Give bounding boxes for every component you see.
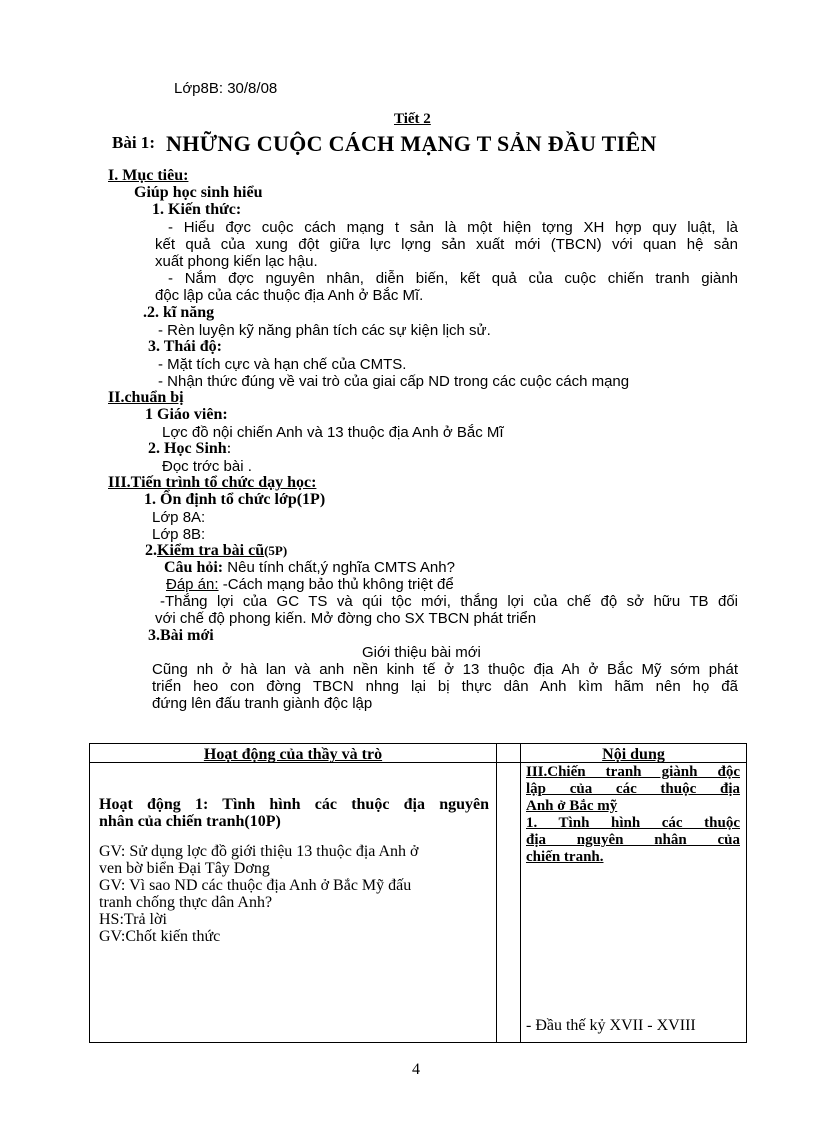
teacher-label: Giáo viên:: [157, 406, 228, 423]
lesson-number: [112, 133, 155, 153]
content-heading-line2: lập của các thuộc địa: [526, 781, 740, 797]
lesson-label: Bài 1: [112, 133, 150, 152]
attitude-line2: - Nhận thức đúng về vai trò của giai cấp ND trong các cuộc cách mạng: [158, 373, 630, 390]
check-time: (5P): [264, 543, 288, 558]
teacher-number: 1: [145, 406, 153, 423]
check-label: Kiểm tra bài cũ: [157, 542, 265, 559]
attitude-line1: - Mặt tích cực và hạn chế của CMTS.: [158, 356, 407, 373]
gv3-line: GV:Chốt kiến thức: [99, 928, 221, 945]
answer-label: Đáp án:: [166, 576, 219, 593]
knowledge-p1-line1: - Hiểu đợc cuộc cách mạng t sản là một hiện tợng XH hợp quy luật, là: [168, 219, 738, 236]
table-border-bottom: [89, 1042, 747, 1043]
knowledge-heading: 1. Kiến thức:: [152, 201, 242, 218]
class-date: Lớp8B: 30/8/08: [174, 80, 278, 97]
teacher-heading: [145, 406, 228, 424]
check-answer: [166, 576, 454, 593]
question-label: Câu hỏi:: [164, 559, 224, 576]
content-heading-line3: Anh ở Bắc mỹ: [526, 798, 618, 814]
hs-line: HS:Trả lời: [99, 911, 167, 928]
period-label: Tiết 2: [394, 111, 431, 127]
knowledge-p2-line1: - Nắm đợc nguyên nhân, diễn biến, kết quả của cuộc chiến tranh giành: [168, 270, 738, 287]
new-lesson-line2: triển heo con đờng TBCN nhng lại bị thực dân Anh kìm hãm nên họ đã: [152, 678, 738, 695]
check-heading: [145, 542, 287, 560]
content-note: - Đầu thế kỷ XVII - XVIII: [526, 1017, 696, 1034]
attitude-heading: 3. Thái độ:: [148, 338, 222, 355]
section3-heading: III.Tiến trình tổ chức dạy học:: [108, 474, 317, 491]
section1-heading: I. Mục tiêu:: [108, 167, 189, 184]
answer-text: -Cách mạng bảo thủ không triệt để: [218, 576, 454, 593]
skills-line1: - Rèn luyện kỹ năng phân tích các sự kiện lịch sử.: [158, 322, 491, 339]
knowledge-p1-line2: kết quả của xung đột giữa lực lợng sản xuất mới (TBCN) với quan hệ sản: [155, 236, 738, 253]
check-number: 2.: [145, 542, 157, 559]
student-label: 2. Học Sinh: [148, 440, 227, 457]
content-heading-line1: III.Chiến tranh giành độc: [526, 764, 740, 780]
table-col-divider-1: [496, 743, 497, 1043]
new-lesson-line3: đứng lên đấu tranh giành độc lập: [152, 695, 373, 712]
table-border-top: [89, 743, 747, 744]
content-sub-line1: 1. Tình hình các thuộc: [526, 815, 740, 831]
student-line1: Đọc trớc bài .: [162, 458, 252, 475]
page-title: NHỮNG CUỘC CÁCH MẠNG T SẢN ĐẦU TIÊN: [166, 131, 657, 156]
gv1-line1: GV: Sử dụng lợc đồ giới thiệu 13 thuộc địa Anh ở: [99, 843, 419, 860]
knowledge-p2-line2: độc lập của các thuộc địa Anh ở Bắc Mĩ.: [155, 287, 424, 304]
lesson-colon: :: [149, 133, 155, 152]
answer2-line2: với chế độ phong kiến. Mở đờng cho SX TBCN phát triển: [155, 610, 537, 627]
student-heading: [148, 440, 231, 458]
student-colon: :: [226, 440, 232, 457]
activity-heading-line2: nhân của chiến tranh(10P): [99, 813, 281, 830]
new-lesson-number: 3.: [148, 627, 160, 644]
knowledge-p1-line3: xuất phong kiến lạc hậu.: [155, 253, 318, 270]
new-lesson-heading: [148, 627, 214, 645]
section1-intro: Giúp học sinh hiểu: [134, 184, 263, 201]
content-sub-line2: địa nguyên nhân của: [526, 832, 740, 848]
org-line1: Lớp 8A:: [152, 509, 206, 526]
org-line2: Lớp 8B:: [152, 526, 206, 543]
teacher-line1: Lợc đồ nội chiến Anh và 13 thuộc địa Anh ở Bắc Mĩ: [162, 424, 504, 441]
skills-heading: .2. kĩ năng: [143, 304, 215, 321]
activity-heading-line1: Hoạt động 1: Tình hình các thuộc địa nguyên: [99, 796, 489, 813]
answer2-line1: -Thắng lợi của GC TS và qúi tộc mới, thắng lợi của chế độ sở hữu TB đối: [160, 593, 738, 610]
org-heading: 1. Ổn định tổ chức lớp(1P): [144, 491, 326, 508]
check-question: [164, 559, 455, 577]
new-lesson-intro-title: Giới thiệu bài mới: [362, 644, 481, 661]
section2-heading: II.chuẩn bị: [108, 389, 184, 406]
gv2-line1: GV: Vì sao ND các thuộc địa Anh ở Bắc Mỹ đấu: [99, 877, 412, 894]
table-header-content: Nội dung: [602, 746, 665, 763]
table-border-right: [746, 743, 747, 1043]
table-col-divider-2: [520, 743, 521, 1043]
table-border-left: [89, 743, 90, 1043]
new-lesson-line1: Cũng nh ở hà lan và anh nền kinh tế ở 13 thuộc địa Ah ở Bắc Mỹ sớm phát: [152, 661, 738, 678]
new-lesson-label: Bài mới: [160, 627, 214, 644]
question-text: Nêu tính chất,ý nghĩa CMTS Anh?: [223, 559, 455, 576]
gv2-line2: tranh chống thực dân Anh?: [99, 894, 273, 911]
gv1-line2: ven bờ biển Đại Tây Dơng: [99, 860, 270, 877]
table-header-activities: Hoạt động của thầy và trò: [203, 746, 383, 763]
content-sub-line3: chiến tranh.: [526, 849, 604, 865]
page-number: 4: [412, 1061, 420, 1078]
